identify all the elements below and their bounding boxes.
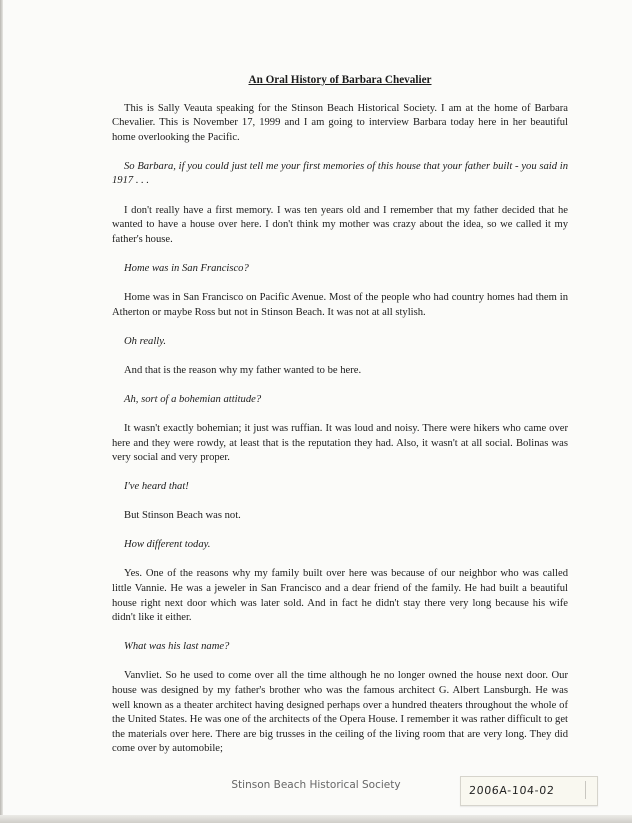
- intro-paragraph: This is Sally Veauta speaking for the Stinson Beach Historical Society. I am at the home of Barbara Chevalier. This is November 17, 1999 and I am going to interview Barbara today here in her beautiful home overlooking the Pacific.: [112, 102, 568, 143]
- interviewer-question: So Barbara, if you could just tell me your first memories of this house that your father built - you said in 1917 . . .: [112, 160, 568, 187]
- catalog-number: 2006A-104-02: [468, 784, 555, 797]
- interviewee-answer: Home was in San Francisco on Pacific Avenue. Most of the people who had country homes had them in Atherton or maybe Ross but not in Stinson Beach. It was not at all stylish.: [112, 291, 568, 318]
- transcript-body: [112, 73, 568, 772]
- interviewee-answer: Yes. One of the reasons why my family built over here was because of our neighbor who was called little Vannie. He was a jeweler in San Francisco and a dear friend of the family. He had built a beautiful house right next door which was later sold. And in fact he didn't stay there very long because his wife didn't like it either.: [112, 568, 568, 624]
- interviewee-answer: But Stinson Beach was not.: [124, 510, 241, 522]
- label-divider: [585, 781, 586, 799]
- catalog-label: [460, 776, 598, 806]
- interviewer-question: Home was in San Francisco?: [124, 262, 249, 274]
- interviewer-question: I've heard that!: [124, 481, 189, 493]
- footer-organization: Stinson Beach Historical Society: [231, 779, 401, 791]
- interviewer-question: What was his last name?: [124, 641, 230, 653]
- interviewer-question: Oh really.: [124, 335, 166, 347]
- interviewer-question: Ah, sort of a bohemian attitude?: [124, 393, 262, 405]
- interviewee-answer: I don't really have a first memory. I was ten years old and I remember that my father decided that he wanted to have a house over here. I don't think my mother was crazy about the idea, so we called it my father's house.: [112, 204, 568, 245]
- page-left-edge: [0, 0, 3, 823]
- interviewee-answer: Vanvliet. So he used to come over all the time although he no longer owned the house next door. Our house was designed by my father's brother who was the famous architect G. Albert Lansburgh. He was well known as a theater architect having designed perhaps over a hundred theaters throughout the whole of the United States. He was one of the architects of the Opera House. I remember it was rather difficult to get the materials over here. There are big trusses in the ceiling of the living room that are very long. They did come over by automobile;: [112, 670, 568, 755]
- interviewee-answer: It wasn't exactly bohemian; it just was ruffian. It was loud and noisy. There were hikers who came over here and they were rowdy, at least that is the reputation they had. Also, it wasn't at all social. Bolinas was very social and very proper.: [112, 422, 568, 464]
- document-title: An Oral History of Barbara Chevalier: [248, 74, 432, 86]
- page-bottom-edge: [0, 815, 632, 823]
- interviewee-answer: And that is the reason why my father wanted to be here.: [124, 364, 362, 376]
- interviewer-question: How different today.: [124, 539, 211, 551]
